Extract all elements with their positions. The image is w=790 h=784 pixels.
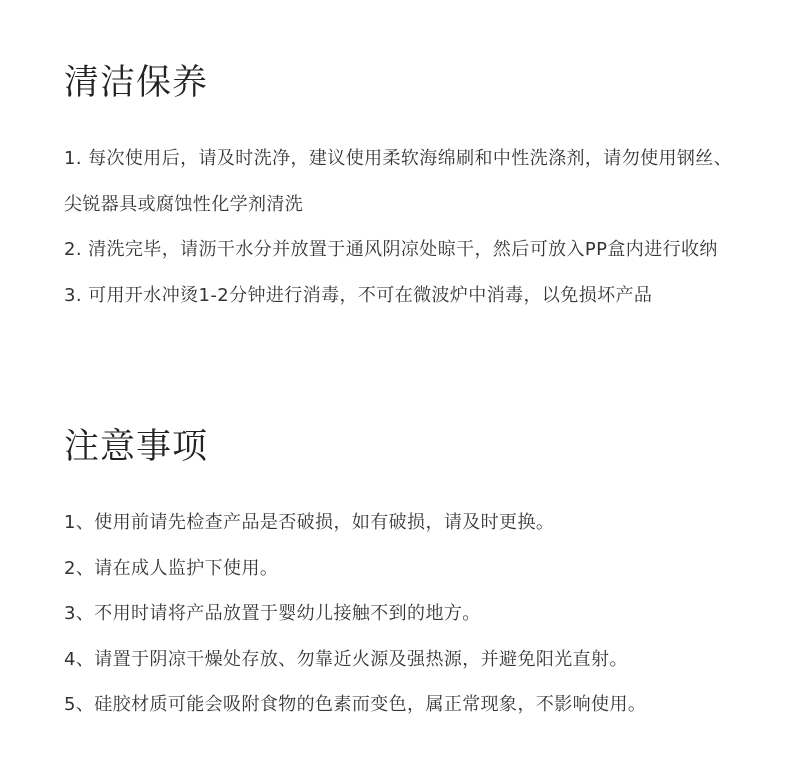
notes-title: 注意事项 bbox=[64, 427, 209, 467]
care-item-1: 1. 每次使用后，请及时洗净，建议使用柔软海绵刷和中性洗涤剂，请勿使用钢丝、尖锐器具或腐蚀性化学剂清洗 bbox=[64, 148, 733, 215]
notes-item-1: 1、使用前请先检查产品是否破损，如有破损，请及时更换。 bbox=[64, 512, 555, 533]
notes-item-5: 5、硅胶材质可能会吸附食物的色素而变色，属正常现象，不影响使用。 bbox=[64, 694, 647, 715]
notes-section bbox=[64, 422, 744, 728]
notes-item-2: 2、请在成人监护下使用。 bbox=[64, 557, 279, 579]
care-list bbox=[64, 136, 744, 318]
notes-item-3: 3、不用时请将产品放置于婴幼儿接触不到的地方。 bbox=[64, 603, 481, 624]
care-item-3: 3. 可用开水冲烫1-2分钟进行消毒，不可在微波炉中消毒，以免损坏产品 bbox=[64, 284, 653, 306]
care-section bbox=[64, 58, 744, 318]
notes-list bbox=[64, 500, 744, 728]
care-item-2: 2. 清洗完毕，请沥干水分并放置于通风阴凉处晾干，然后可放入PP盒内进行收纳 bbox=[64, 239, 718, 260]
notes-item-4: 4、请置于阴凉干燥处存放、勿靠近火源及强热源，并避免阳光直射。 bbox=[64, 648, 628, 670]
care-title: 清洁保养 bbox=[64, 63, 209, 103]
